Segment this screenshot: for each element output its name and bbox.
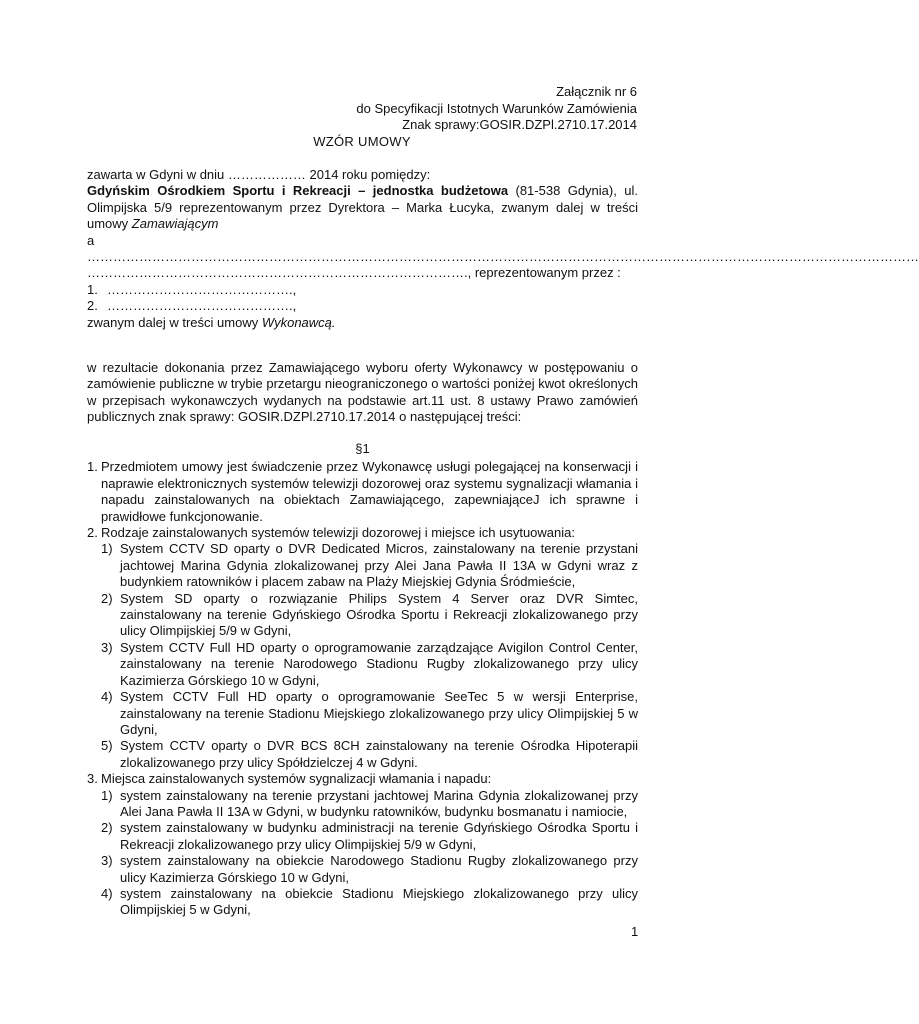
rep2-dots: …………………………………….,	[107, 298, 297, 314]
item-number: 2.	[87, 525, 98, 541]
item-number: 3)	[101, 639, 113, 655]
contractor-prefix: zwanym dalej w treści umowy	[87, 314, 262, 330]
representative-2	[87, 298, 638, 314]
party-paragraph	[87, 183, 638, 232]
alarm-systems-list	[87, 788, 638, 919]
item-text: System CCTV SD oparty o DVR Dedicated Micros, zainstalowany na terenie przystani jachtowej Marina Gdynia zlokalizowanej przy Alei Jana Pawła II 13A w Gdyni wraz z budynkiem ratowników i placem zabaw na Plaży Miejskiej Gdynia Śródmieście,	[120, 541, 638, 590]
spec-reference: do Specyfikacji Istotnych Warunków Zamówienia	[356, 100, 637, 116]
item-text: Przedmiotem umowy jest świadczenie przez Wykonawcę usługi polegającej na konserwacji i naprawie elektronicznych systemów telewizji dozorowej oraz systemu sygnalizacji włamania i napadu zainstalowanych na obiektach Zamawiającego, zapewniająceJ ich sprawne i prawidłowe funkcjonowanie.	[101, 459, 638, 524]
list-item	[87, 541, 638, 590]
list-item	[87, 689, 638, 738]
item-text: System CCTV Full HD oparty o oprogramowanie zarządzające Avigilon Control Center, zainstalowany na terenie Narodowego Stadionu Rugby zlokalizowanego przy ulicy Kazimierza Górskiego 10 w Gdyni,	[120, 639, 638, 688]
item-number: 2)	[101, 590, 113, 606]
rep1-dots: …………………………………….,	[107, 281, 297, 297]
item-number: 3)	[101, 853, 113, 869]
representative-1	[87, 282, 638, 298]
item-text: Rodzaje zainstalowanych systemów telewizji dozorowej i miejsce ich usytuowania:	[101, 525, 575, 541]
section-heading: §1	[355, 441, 370, 456]
list-item	[87, 525, 638, 541]
item-text: Miejsca zainstalowanych systemów sygnalizacji włamania i napadu:	[101, 771, 492, 787]
item-text: system zainstalowany na terenie przystani jachtowej Marina Gdynia zlokalizowanej przy Alei Jana Pawła II 13A w Gdyni, w budynku ratowników, budynku bosmanatu i namiocie,	[120, 787, 638, 819]
list-item	[87, 820, 638, 853]
cctv-systems-list	[87, 541, 638, 771]
item-text: System SD oparty o rozwiązanie Philips System 4 Server oraz DVR Simtec, zainstalowany na terenie Gdyńskiego Ośrodka Sportu i Rekreacji zlokalizowanego przy ulicy Olimpijskiej 5/9 w Gdyni,	[120, 590, 638, 639]
document-title: WZÓR UMOWY	[313, 134, 411, 149]
list-item	[87, 738, 638, 771]
concluded-line: zawarta w Gdyni w dniu ……………… 2014 roku pomiędzy:	[87, 167, 431, 182]
item-text: System CCTV oparty o DVR BCS 8CH zainstalowany na terenie Ośrodka Hipoterapii zlokalizowanego przy ulicy Spółdzielczej 4 w Gdyni.	[120, 738, 638, 770]
party-name: Gdyńskim Ośrodkiem Sportu i Rekreacji – jednostka budżetowa	[87, 183, 509, 199]
section-1-list	[87, 459, 638, 918]
rep2-num: 2.	[87, 298, 98, 314]
item-text: System CCTV Full HD oparty o oprogramowanie SeeTec 5 w wersji Enterprise, zainstalowany na terenie Stadionu Miejskiego zlokalizowanego przy ulicy Olimpijskiej 5 w Gdyni,	[120, 689, 638, 737]
dots-line: …………………………………………………………………………………………………………………………………………………………………………	[87, 249, 919, 265]
list-item	[87, 459, 638, 525]
contractor-role: Wykonawcą.	[261, 314, 336, 330]
and-word: a	[87, 232, 95, 248]
item-number: 4)	[101, 689, 113, 705]
rep1-num: 1.	[87, 281, 98, 297]
document-header	[356, 84, 637, 134]
list-item	[87, 640, 638, 689]
item-text: system zainstalowany na obiekcie Narodowego Stadionu Rugby zlokalizowanego przy ulicy Kazimierza Górskiego 10 w Gdyni,	[120, 853, 638, 885]
item-number: 5)	[101, 738, 113, 754]
case-number: Znak sprawy:GOSIR.DZPl.2710.17.2014	[402, 117, 637, 133]
party-role: Zamawiającym	[131, 216, 219, 232]
contract-parties	[87, 167, 919, 331]
item-number: 4)	[101, 885, 113, 901]
item-number: 1.	[87, 459, 98, 475]
section-1	[87, 441, 638, 919]
party-details: (81-538 Gdynia), ul. Olimpijska 5/9 reprezentowanym przez Dyrektora – Marka Łucyka, zwanym dalej w treści umowy	[87, 183, 638, 232]
list-item	[87, 788, 638, 821]
result-paragraph: w rezultacie dokonania przez Zamawiającego wyboru oferty Wykonawcy w postępowaniu o zamówienie publiczne w trybie przetargu nieograniczonego o wartości poniżej kwot określonych w przepisach wykonawczych wydanych na podstawie art.11 ust. 8 ustawy Prawo zamówień publicznych znak sprawy: GOSIR.DZPl.2710.17.2014 o następującej treści:	[87, 360, 638, 425]
item-text: system zainstalowany w budynku administracji na terenie Gdyńskiego Ośrodka Sportu i Rekreacji zlokalizowanego przy ulicy Olimpijskiej 5/9 w Gdyni,	[120, 820, 638, 852]
page-number: 1	[631, 924, 639, 939]
annex-label: Załącznik nr 6	[556, 84, 637, 99]
item-number: 1)	[101, 541, 113, 557]
item-text: system zainstalowany na obiekcie Stadionu Miejskiego zlokalizowanego przy ulicy Olimpijskiej 5 w Gdyni,	[120, 885, 638, 918]
item-number: 1)	[101, 787, 113, 803]
item-number: 3.	[87, 771, 98, 787]
list-item	[87, 853, 638, 886]
list-item	[87, 771, 638, 787]
item-number: 2)	[101, 820, 113, 836]
represented-line: ……………………………………………………………………………., reprezentowanym przez :	[87, 265, 621, 281]
list-item	[87, 591, 638, 640]
contractor-line	[87, 315, 638, 331]
list-item	[87, 886, 638, 919]
